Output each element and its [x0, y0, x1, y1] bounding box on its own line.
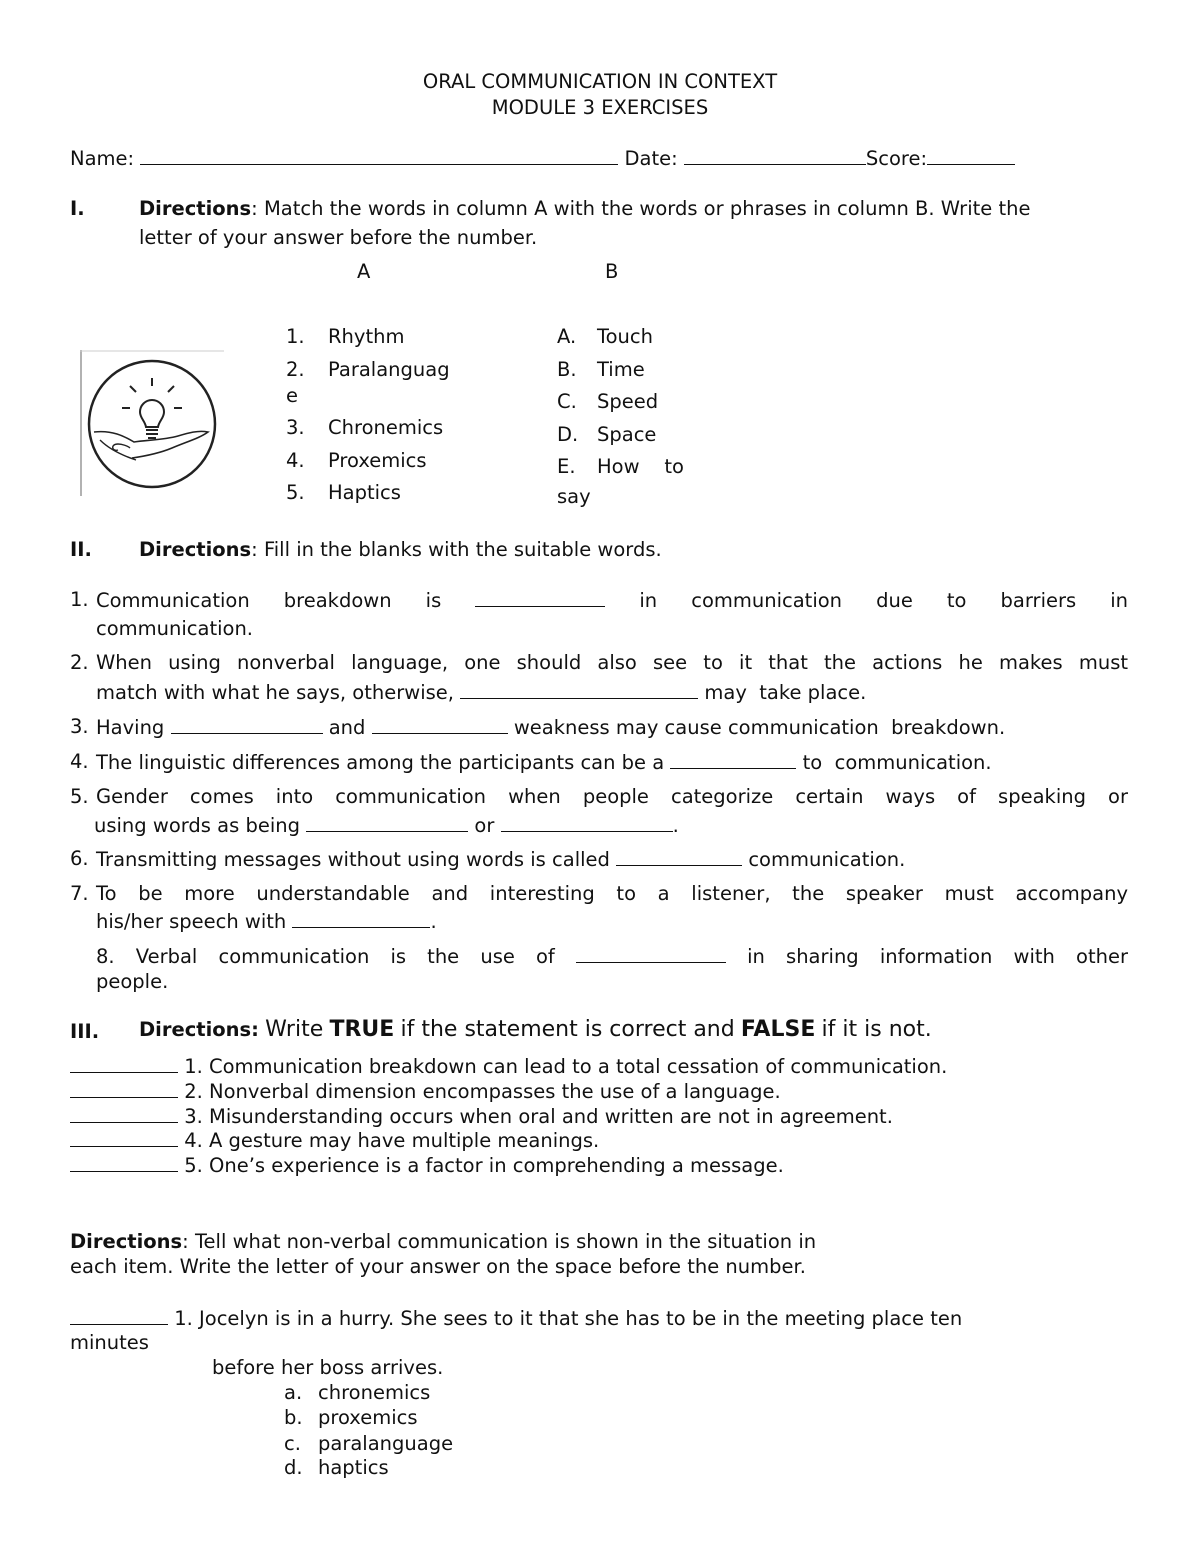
blank-field[interactable] [501, 813, 673, 832]
col-b-item: Time [597, 358, 645, 381]
date-field[interactable] [684, 146, 866, 165]
mc-question-wrap: minutes [70, 1331, 149, 1354]
col-a-num: 1. [286, 325, 305, 348]
tf-item: 3. Misunderstanding occurs when oral and written are not in agreement. [70, 1104, 893, 1128]
directions-label: Directions [139, 197, 252, 220]
blank-field[interactable] [372, 715, 508, 734]
col-b-letter: E. [557, 455, 576, 478]
fill-item-number: 5. [70, 785, 89, 808]
col-b-item: Space [597, 423, 657, 446]
tf-item: 2. Nonverbal dimension encompasses the use of a language. [70, 1079, 781, 1103]
fill-item-8-line1: 8. Verbal communication is the use of in sharing information with other [96, 945, 1128, 968]
answer-blank[interactable] [70, 1104, 178, 1123]
choice-letter: a. [284, 1381, 303, 1404]
col-a-item: Haptics [328, 481, 401, 504]
page-subtitle: MODULE 3 EXERCISES [491, 96, 709, 119]
col-a-item: Chronemics [328, 416, 444, 439]
directions-label: Directions: [139, 1018, 259, 1041]
lightbulb-hand-logo [80, 350, 224, 496]
col-b-item: Touch [597, 325, 653, 348]
section3-numeral: III. [70, 1020, 100, 1043]
fill-item-1-line1: Communication breakdown is in communication due to barriers in [96, 589, 1128, 612]
fill-item-2-line2: match with what he says, otherwise, may take place. [96, 681, 867, 704]
fill-item-number: 4. [70, 750, 89, 773]
name-label: Name: [70, 147, 135, 170]
blank-field[interactable] [460, 680, 698, 699]
fill-item-number: 3. [70, 715, 89, 738]
true-keyword: TRUE [329, 1017, 395, 1042]
section1-numeral: I. [70, 197, 85, 220]
col-b-letter: D. [557, 423, 579, 446]
fill-item-5-line1: Gender comes into communication when people categorize certain ways of speaking or [96, 785, 1128, 808]
section1-directions-cont: letter of your answer before the number. [139, 226, 538, 249]
col-b-letter: C. [557, 390, 577, 413]
fill-item-3: Having and weakness may cause communication breakdown. [96, 716, 1006, 739]
blank-field[interactable] [670, 750, 796, 769]
choice-text[interactable]: chronemics [318, 1381, 431, 1404]
tf-item: 5. One’s experience is a factor in comprehending a message. [70, 1153, 784, 1177]
fill-item-number: 7. [70, 882, 89, 905]
choice-letter: c. [284, 1432, 301, 1455]
false-keyword: FALSE [740, 1017, 816, 1042]
blank-field[interactable] [306, 813, 468, 832]
blank-field[interactable] [475, 588, 605, 607]
fill-item-number: 2. [70, 651, 89, 674]
directions-label: Directions [70, 1230, 183, 1253]
choice-letter: d. [284, 1456, 303, 1479]
date-label: Date: [624, 147, 678, 170]
col-a-item: Rhythm [328, 325, 405, 348]
answer-blank[interactable] [70, 1128, 178, 1147]
blank-field[interactable] [616, 847, 742, 866]
col-a-item: Paralanguag [328, 358, 450, 381]
directions-label: Directions [139, 538, 252, 561]
fill-item-7-line1: To be more understandable and interesting to a listener, the speaker must accompany [96, 882, 1128, 905]
choice-text[interactable]: paralanguage [318, 1432, 454, 1455]
answer-blank[interactable] [70, 1153, 178, 1172]
mc-question: 1. Jocelyn is in a hurry. She sees to it that she has to be in the meeting place ten [70, 1306, 962, 1330]
blank-field[interactable] [292, 909, 430, 928]
col-a-num: 5. [286, 481, 305, 504]
section3-directions: Directions: Write TRUE if the statement is correct and FALSE if it is not. [139, 1017, 932, 1042]
choice-text[interactable]: proxemics [318, 1406, 418, 1429]
answer-blank[interactable] [70, 1054, 178, 1073]
directions-text: : Fill in the blanks with the suitable words. [251, 538, 662, 561]
score-field[interactable] [927, 146, 1015, 165]
answer-blank[interactable] [70, 1306, 168, 1325]
col-b-letter: B. [557, 358, 577, 381]
tf-item: 1. Communication breakdown can lead to a total cessation of communication. [70, 1054, 947, 1078]
fill-item-4: The linguistic differences among the participants can be a to communication. [96, 751, 992, 774]
col-b-item: How to [597, 455, 684, 478]
mc-question-cont: before her boss arrives. [212, 1356, 444, 1379]
fill-item-5-line2: using words as being or . [94, 814, 679, 837]
info-line [70, 146, 1015, 170]
page-title: ORAL COMMUNICATION IN CONTEXT [422, 70, 778, 93]
col-b-letter: A. [557, 325, 577, 348]
blank-field[interactable] [171, 715, 323, 734]
col-a-item-wrap: e [286, 384, 298, 407]
column-b-header: B [605, 260, 619, 283]
col-b-item-wrap: say [557, 485, 591, 508]
section4-directions-cont: each item. Write the letter of your answer on the space before the number. [70, 1255, 806, 1278]
section1-directions [139, 197, 1030, 220]
col-a-num: 4. [286, 449, 305, 472]
section2-numeral: II. [70, 538, 92, 561]
fill-item-7-line2: his/her speech with . [96, 910, 437, 933]
tf-item: 4. A gesture may have multiple meanings. [70, 1128, 599, 1152]
fill-item-2-line1: When using nonverbal language, one should also see to it that the actions he makes must [96, 651, 1128, 674]
col-a-num: 3. [286, 416, 305, 439]
score-label: Score: [865, 147, 928, 170]
blank-field[interactable] [576, 944, 726, 963]
name-field[interactable] [140, 146, 618, 165]
section2-directions [139, 538, 662, 561]
directions-text: : Match the words in column A with the words or phrases in column B. Write the [251, 197, 1031, 220]
fill-item-1-line2: communication. [96, 617, 253, 640]
col-a-num: 2. [286, 358, 305, 381]
section4-directions: Directions: Tell what non-verbal communication is shown in the situation in [70, 1230, 817, 1253]
fill-item-8-line2: people. [96, 970, 169, 993]
answer-blank[interactable] [70, 1079, 178, 1098]
col-b-item: Speed [597, 390, 659, 413]
fill-item-number: 1. [70, 588, 89, 611]
choice-text[interactable]: haptics [318, 1456, 389, 1479]
fill-item-number: 6. [70, 847, 89, 870]
fill-item-6: Transmitting messages without using words is called communication. [96, 848, 906, 871]
col-a-item: Proxemics [328, 449, 427, 472]
choice-letter: b. [284, 1406, 303, 1429]
column-a-header: A [357, 260, 371, 283]
